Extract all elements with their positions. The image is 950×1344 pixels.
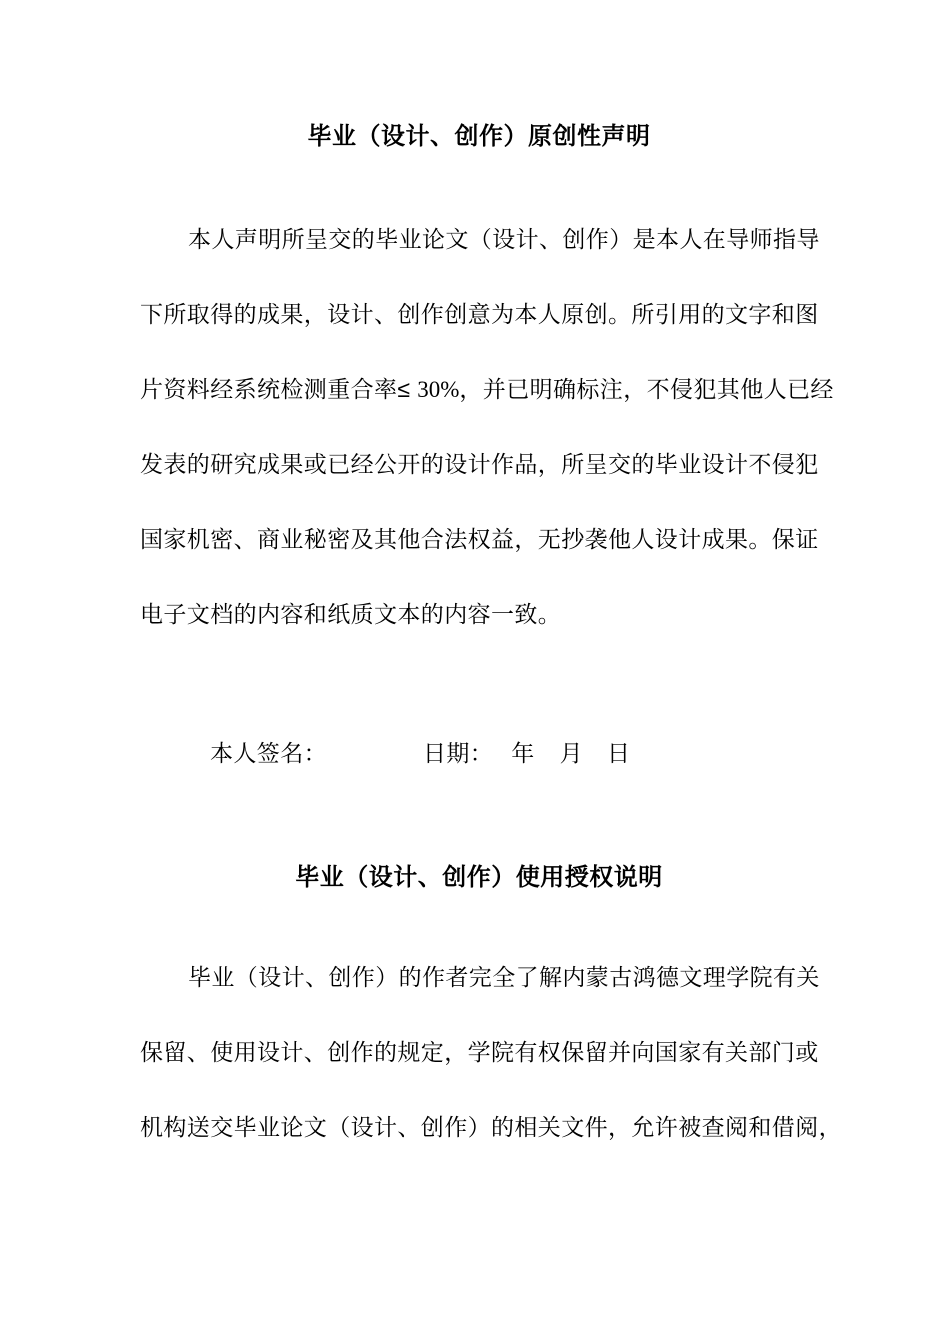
declaration-line-5: 国家机密、商业秘密及其他合法权益，无抄袭他人设计成果。保证 [140,526,819,552]
year-label: 年 [511,740,535,766]
signature-label: 本人签名： [210,740,327,766]
declaration-line-4: 发表的研究成果或已经公开的设计作品，所呈交的毕业设计不侵犯 [140,451,819,477]
authorization-line-3: 机构送交毕业论文（设计、创作）的相关文件，允许被查阅和借阅， [140,1114,842,1140]
declaration-line-2: 下所取得的成果，设计、创作创意为本人原创。所引用的文字和图 [140,301,819,327]
declaration-line-3-post: ，并已明确标注，不侵犯其他人已经 [459,376,834,402]
declaration-line-3-pre: 片资料经系统检测重合率≤ [140,376,418,402]
declaration-title: 毕业（设计、创作）原创性声明 [307,123,651,150]
authorization-paragraph [140,940,842,1165]
authorization-line-1: 毕业（设计、创作）的作者完全了解内蒙古鸿德文理学院有关 [188,964,820,990]
declaration-line-1: 本人声明所呈交的毕业论文（设计、创作）是本人在导师指导 [188,226,820,252]
day-label: 日 [607,740,631,766]
date-label: 日期： [423,740,494,766]
month-label: 月 [559,740,584,766]
declaration-paragraph [140,202,834,652]
overlap-ratio-value: 30% [417,377,460,402]
authorization-title: 毕业（设计、创作）使用授权说明 [295,864,663,891]
declaration-line-3 [140,352,834,427]
declaration-line-6: 电子文档的内容和纸质文本的内容一致。 [140,601,562,627]
authorization-line-2: 保留、使用设计、创作的规定，学院有权保留并向国家有关部门或 [140,1039,819,1065]
signature-date-line [140,737,900,769]
